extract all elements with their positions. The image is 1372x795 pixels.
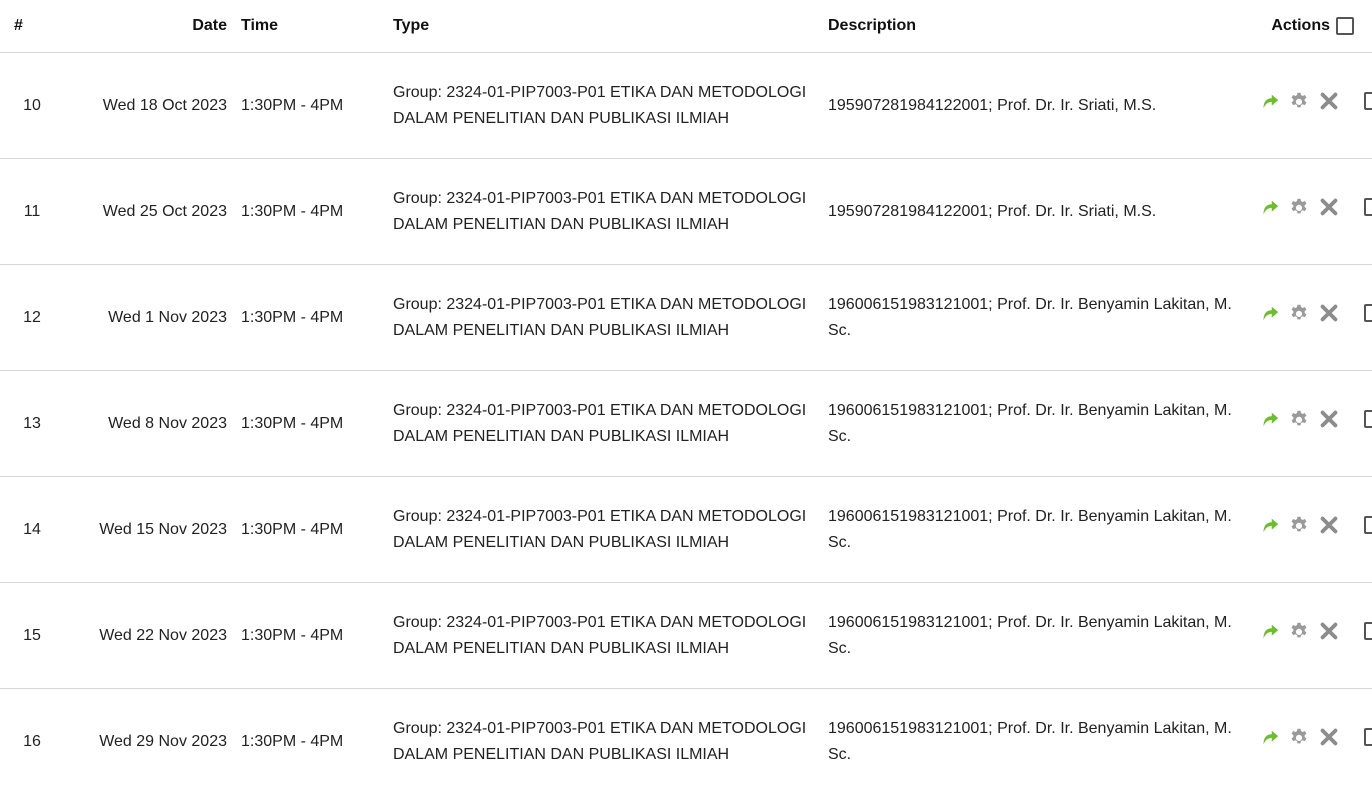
header-type[interactable]: Type: [393, 17, 430, 34]
row-actions: [1258, 53, 1372, 159]
table-row: [0, 53, 1372, 159]
delete-x-icon[interactable]: [1318, 726, 1340, 748]
row-description: 196006151983121001; Prof. Dr. Ir. Benyamin Lakitan, M. Sc.: [828, 719, 1232, 763]
table-row: [0, 159, 1372, 265]
row-actions: [1258, 265, 1372, 371]
row-num: 11: [23, 202, 41, 220]
row-actions: [1258, 583, 1372, 689]
row-date: Wed 1 Nov 2023: [108, 308, 227, 326]
row-time: 1:30PM - 4PM: [241, 732, 344, 750]
row-type: Group: 2324-01-PIP7003-P01 ETIKA DAN METODOLOGI DALAM PENELITIAN DAN PUBLIKASI ILMIAH: [393, 401, 807, 445]
table-row: [0, 583, 1372, 689]
row-date: Wed 29 Nov 2023: [99, 732, 227, 750]
row-num: 10: [23, 96, 41, 114]
gear-icon[interactable]: [1288, 302, 1310, 324]
row-date: Wed 22 Nov 2023: [99, 626, 227, 644]
row-num: 12: [23, 308, 41, 326]
row-actions: [1258, 477, 1372, 583]
row-select-checkbox[interactable]: [1364, 622, 1372, 640]
row-description: 196006151983121001; Prof. Dr. Ir. Benyamin Lakitan, M. Sc.: [828, 295, 1232, 339]
row-time: 1:30PM - 4PM: [241, 96, 344, 114]
row-select-checkbox[interactable]: [1364, 516, 1372, 534]
header-time[interactable]: Time: [241, 17, 279, 34]
table-row: [0, 371, 1372, 477]
row-description: 196006151983121001; Prof. Dr. Ir. Benyamin Lakitan, M. Sc.: [828, 401, 1232, 445]
gear-icon[interactable]: [1288, 514, 1310, 536]
share-arrow-icon[interactable]: [1258, 196, 1280, 218]
row-date: Wed 18 Oct 2023: [102, 96, 227, 114]
table-row: [0, 477, 1372, 583]
row-select-checkbox[interactable]: [1364, 92, 1372, 110]
share-arrow-icon[interactable]: [1258, 514, 1280, 536]
row-type: Group: 2324-01-PIP7003-P01 ETIKA DAN METODOLOGI DALAM PENELITIAN DAN PUBLIKASI ILMIAH: [393, 189, 807, 233]
row-num: 13: [23, 414, 41, 432]
row-actions: [1258, 371, 1372, 477]
table-header-row: [0, 0, 1372, 53]
delete-x-icon[interactable]: [1318, 196, 1340, 218]
share-arrow-icon[interactable]: [1258, 90, 1280, 112]
gear-icon[interactable]: [1288, 726, 1310, 748]
row-description: 196006151983121001; Prof. Dr. Ir. Benyamin Lakitan, M. Sc.: [828, 613, 1232, 657]
row-select-checkbox[interactable]: [1364, 198, 1372, 216]
row-description: 195907281984122001; Prof. Dr. Ir. Sriati, M.S.: [828, 96, 1157, 114]
header-date[interactable]: Date: [192, 17, 227, 34]
share-arrow-icon[interactable]: [1258, 302, 1280, 324]
row-type: Group: 2324-01-PIP7003-P01 ETIKA DAN METODOLOGI DALAM PENELITIAN DAN PUBLIKASI ILMIAH: [393, 83, 807, 127]
row-description: 196006151983121001; Prof. Dr. Ir. Benyamin Lakitan, M. Sc.: [828, 507, 1232, 551]
header-num[interactable]: #: [14, 17, 23, 34]
row-type: Group: 2324-01-PIP7003-P01 ETIKA DAN METODOLOGI DALAM PENELITIAN DAN PUBLIKASI ILMIAH: [393, 507, 807, 551]
row-time: 1:30PM - 4PM: [241, 414, 344, 432]
share-arrow-icon[interactable]: [1258, 726, 1280, 748]
row-time: 1:30PM - 4PM: [241, 626, 344, 644]
row-time: 1:30PM - 4PM: [241, 520, 344, 538]
gear-icon[interactable]: [1288, 620, 1310, 642]
row-date: Wed 8 Nov 2023: [108, 414, 227, 432]
gear-icon[interactable]: [1288, 196, 1310, 218]
row-select-checkbox[interactable]: [1364, 410, 1372, 428]
share-arrow-icon[interactable]: [1258, 620, 1280, 642]
row-time: 1:30PM - 4PM: [241, 308, 344, 326]
header-actions: [1258, 0, 1372, 53]
row-num: 14: [23, 520, 41, 538]
row-type: Group: 2324-01-PIP7003-P01 ETIKA DAN METODOLOGI DALAM PENELITIAN DAN PUBLIKASI ILMIAH: [393, 719, 807, 763]
row-actions: [1258, 159, 1372, 265]
delete-x-icon[interactable]: [1318, 90, 1340, 112]
table-row: [0, 689, 1372, 795]
gear-icon[interactable]: [1288, 408, 1310, 430]
header-actions-label: Actions: [1271, 17, 1330, 34]
delete-x-icon[interactable]: [1318, 302, 1340, 324]
row-type: Group: 2324-01-PIP7003-P01 ETIKA DAN METODOLOGI DALAM PENELITIAN DAN PUBLIKASI ILMIAH: [393, 295, 807, 339]
row-time: 1:30PM - 4PM: [241, 202, 344, 220]
share-arrow-icon[interactable]: [1258, 408, 1280, 430]
row-num: 15: [23, 626, 41, 644]
delete-x-icon[interactable]: [1318, 620, 1340, 642]
row-type: Group: 2324-01-PIP7003-P01 ETIKA DAN METODOLOGI DALAM PENELITIAN DAN PUBLIKASI ILMIAH: [393, 613, 807, 657]
row-actions: [1258, 689, 1372, 795]
row-select-checkbox[interactable]: [1364, 304, 1372, 322]
header-description[interactable]: Description: [828, 17, 917, 34]
table-row: [0, 265, 1372, 371]
delete-x-icon[interactable]: [1318, 514, 1340, 536]
row-num: 16: [23, 732, 41, 750]
gear-icon[interactable]: [1288, 90, 1310, 112]
select-all-checkbox[interactable]: [1336, 17, 1354, 35]
row-date: Wed 15 Nov 2023: [99, 520, 227, 538]
row-description: 195907281984122001; Prof. Dr. Ir. Sriati, M.S.: [828, 202, 1157, 220]
row-select-checkbox[interactable]: [1364, 728, 1372, 746]
row-date: Wed 25 Oct 2023: [102, 202, 227, 220]
delete-x-icon[interactable]: [1318, 408, 1340, 430]
